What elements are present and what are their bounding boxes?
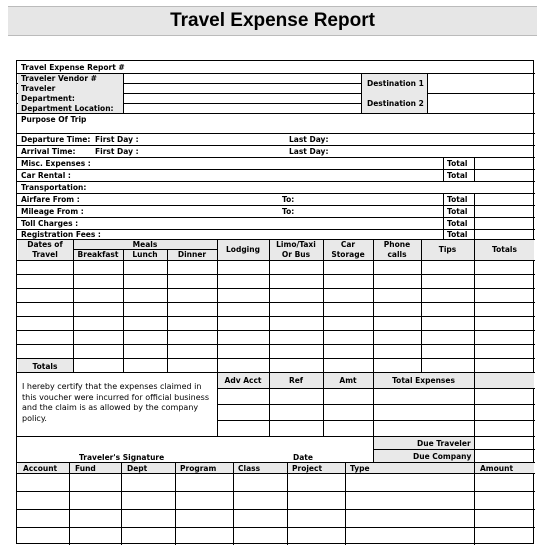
departure-first-day-label: First Day : bbox=[95, 135, 139, 144]
type-header: Type bbox=[350, 464, 370, 473]
registration-total-label: Total bbox=[447, 230, 468, 239]
toll-charges-label: Toll Charges : bbox=[21, 219, 79, 228]
ref-header: Ref bbox=[288, 376, 304, 385]
amount-header: Amount bbox=[480, 464, 514, 473]
lunch-header: Lunch bbox=[132, 250, 158, 259]
dept-header: Dept bbox=[127, 464, 148, 473]
mileage-to-label: To: bbox=[282, 207, 295, 216]
fund-header: Fund bbox=[75, 464, 96, 473]
mileage-total-label: Total bbox=[447, 207, 468, 216]
vendor-field[interactable] bbox=[124, 74, 360, 83]
arrival-time-label: Arrival Time: bbox=[21, 147, 76, 156]
misc-expenses-label: Misc. Expenses : bbox=[21, 159, 91, 168]
traveler-signature-label: Traveler's Signature bbox=[79, 453, 165, 462]
department-label: Department: bbox=[21, 94, 75, 103]
expense-form bbox=[16, 60, 534, 544]
purpose-label: Purpose Of Trip bbox=[21, 115, 87, 124]
page-title: Travel Expense Report bbox=[170, 10, 375, 31]
account-header: Account bbox=[23, 464, 58, 473]
date-label: Date bbox=[293, 453, 313, 462]
departure-time-label: Departure Time: bbox=[21, 135, 91, 144]
airfare-to-label: To: bbox=[282, 195, 295, 204]
airfare-total-label: Total bbox=[447, 195, 468, 204]
department-location-label: Department Location: bbox=[21, 104, 114, 113]
meals-header: Meals bbox=[132, 240, 158, 249]
due-company-label: Due Company bbox=[413, 452, 472, 461]
destination2-field[interactable] bbox=[428, 94, 534, 113]
car-total-label: Total bbox=[447, 171, 468, 180]
departure-last-day-label: Last Day: bbox=[289, 135, 329, 144]
transportation-label: Transportation: bbox=[21, 183, 87, 192]
dinner-header: Dinner bbox=[177, 250, 207, 259]
vendor-label: Traveler Vendor # bbox=[21, 74, 97, 83]
amt-header: Amt bbox=[339, 376, 357, 385]
totals-row-label: Totals bbox=[32, 362, 58, 371]
project-header: Project bbox=[292, 464, 323, 473]
certification-text: I hereby certify that the expenses claimed in this voucher were incurred for official business and the claim is as allowed by the company policy. bbox=[22, 382, 209, 423]
program-header: Program bbox=[180, 464, 217, 473]
lodging-header: Lodging bbox=[226, 245, 260, 254]
arrival-first-day-label: First Day : bbox=[95, 147, 139, 156]
destination1-field[interactable] bbox=[428, 74, 534, 93]
misc-total-label: Total bbox=[447, 159, 468, 168]
destination2-label: Destination 2 bbox=[367, 99, 424, 108]
phone-header: Phone calls bbox=[383, 240, 411, 259]
dates-header: Dates of Travel bbox=[27, 240, 63, 259]
report-number-label: Travel Expense Report # bbox=[21, 63, 125, 72]
due-traveler-label: Due Traveler bbox=[417, 439, 471, 448]
breakfast-header: Breakfast bbox=[77, 250, 119, 259]
title-bar bbox=[8, 6, 537, 36]
traveler-label: Traveler bbox=[21, 84, 56, 93]
class-header: Class bbox=[238, 464, 261, 473]
totals-header: Totals bbox=[492, 245, 517, 254]
traveler-field[interactable] bbox=[124, 84, 360, 93]
toll-total-label: Total bbox=[447, 219, 468, 228]
tips-header: Tips bbox=[438, 245, 457, 254]
registration-fees-label: Registration Fees : bbox=[21, 230, 101, 239]
car-rental-label: Car Rental : bbox=[21, 171, 71, 180]
airfare-label: Airfare From : bbox=[21, 195, 80, 204]
adv-acct-header: Adv Acct bbox=[224, 376, 262, 385]
limo-header: Limo/Taxi Or Bus bbox=[276, 240, 316, 259]
total-expenses-header: Total Expenses bbox=[392, 376, 455, 385]
car-storage-header: Car Storage bbox=[331, 240, 365, 259]
mileage-label: Mileage From : bbox=[21, 207, 84, 216]
arrival-last-day-label: Last Day: bbox=[289, 147, 329, 156]
destination1-label: Destination 1 bbox=[367, 79, 424, 88]
